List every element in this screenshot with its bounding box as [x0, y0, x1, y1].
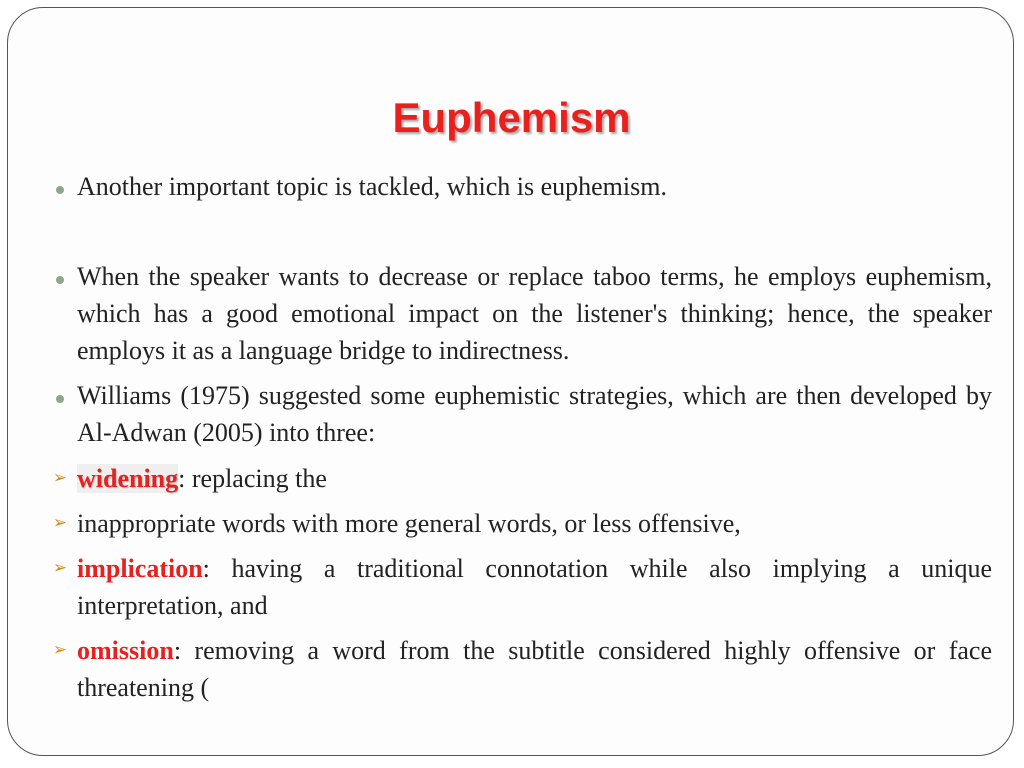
strategy-text: : replacing the [178, 464, 327, 493]
strategy-text: : having a traditional connotation while also implying a unique interpretation, and [77, 554, 992, 620]
bullet-item [46, 168, 992, 205]
strategy-item-implication [46, 550, 992, 624]
strategy-term: omission [77, 636, 174, 665]
bullet-text: Williams (1975) suggested some euphemistic strategies, which are then developed by Al-Adwan (2005) into three: [77, 381, 992, 447]
strategy-term: widening [77, 464, 179, 493]
round-bullet-icon [46, 181, 74, 199]
strategy-term: implication [77, 554, 203, 583]
strategy-text: inappropriate words with more general words, or less offensive, [77, 509, 741, 538]
bullet-item [46, 377, 992, 451]
strategy-text: : removing a word from the subtitle considered highly offensive or face threatening ( [77, 636, 992, 702]
arrow-bullet-icon: ➢ [52, 558, 68, 578]
round-bullet-icon [46, 271, 74, 289]
arrow-bullet-icon: ➢ [52, 468, 68, 488]
bullet-text: When the speaker wants to decrease or replace taboo terms, he employs euphemism, which has a good emotional impact on the listener's thinking; hence, the speaker employs it as a language bridge to indirectness. [77, 262, 992, 365]
bullet-item [46, 258, 992, 369]
strategy-item-continuation [46, 505, 992, 542]
arrow-bullet-icon: ➢ [52, 640, 68, 660]
arrow-bullet-icon: ➢ [52, 513, 68, 533]
slide [7, 7, 1014, 756]
slide-title: Euphemism [392, 94, 631, 141]
round-bullet-icon [46, 390, 74, 408]
strategy-item-widening [46, 460, 992, 497]
strategy-item-omission [46, 632, 992, 706]
bullet-text: Another important topic is tackled, which is euphemism. [77, 172, 667, 201]
